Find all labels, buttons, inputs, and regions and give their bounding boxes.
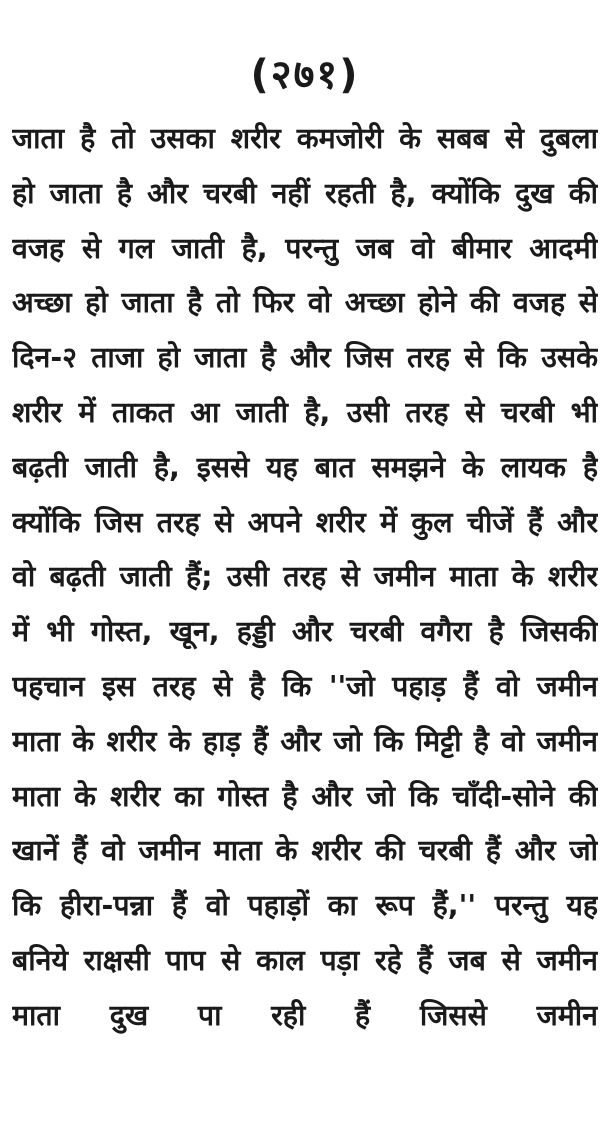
text-line: अच्छा हो जाता है तो फिर वो अच्छा होने की वजह से	[12, 286, 598, 320]
text-line: वजह से गल जाती है, परन्तु जब वो बीमार आदमी	[12, 231, 598, 265]
text-line: खानें हैं वो जमीन माता के शरीर की चरबी हैं और जो	[12, 834, 598, 868]
body-text	[12, 112, 598, 1044]
text-line: वो बढ़ती जाती हैं; उसी तरह से जमीन माता के शरीर	[12, 560, 598, 594]
text-line: में भी गोस्त, खून, हड्डी और चरबी वगैरा है जिसकी	[12, 615, 598, 649]
text-line: माता के शरीर का गोस्त है और जो कि चाँदी-सोने की	[12, 779, 598, 813]
text-line: शरीर में ताकत आ जाती है, उसी तरह से चरबी भी	[12, 395, 598, 429]
text-line: कि हीरा-पन्ना हैं वो पहाड़ों का रूप हैं,'' परन्तु यह	[12, 889, 598, 923]
text-line: बनिये राक्षसी पाप से काल पड़ा रहे हैं जब से जमीन	[12, 943, 598, 977]
page-number: (२७१)	[250, 52, 360, 98]
text-line: बढ़ती जाती है, इससे यह बात समझने के लायक है	[12, 450, 598, 484]
text-line: क्योंकि जिस तरह से अपने शरीर में कुल चीजें हैं और	[12, 505, 598, 539]
text-line: हो जाता है और चरबी नहीं रहती है, क्योंकि दुख की	[12, 176, 598, 210]
text-line: माता के शरीर के हाड़ हैं और जो कि मिट्टी है वो जमीन	[12, 724, 598, 758]
text-line: जाता है तो उसका शरीर कमजोरी के सबब से दुबला	[12, 122, 598, 155]
text-line: माता दुख पा रही हैं जिससे जमीन	[12, 998, 598, 1032]
text-line: पहचान इस तरह से है कि ''जो पहाड़ हैं वो जमीन	[12, 669, 598, 703]
text-line: दिन-२ ताजा हो जाता है और जिस तरह से कि उसके	[12, 341, 598, 375]
